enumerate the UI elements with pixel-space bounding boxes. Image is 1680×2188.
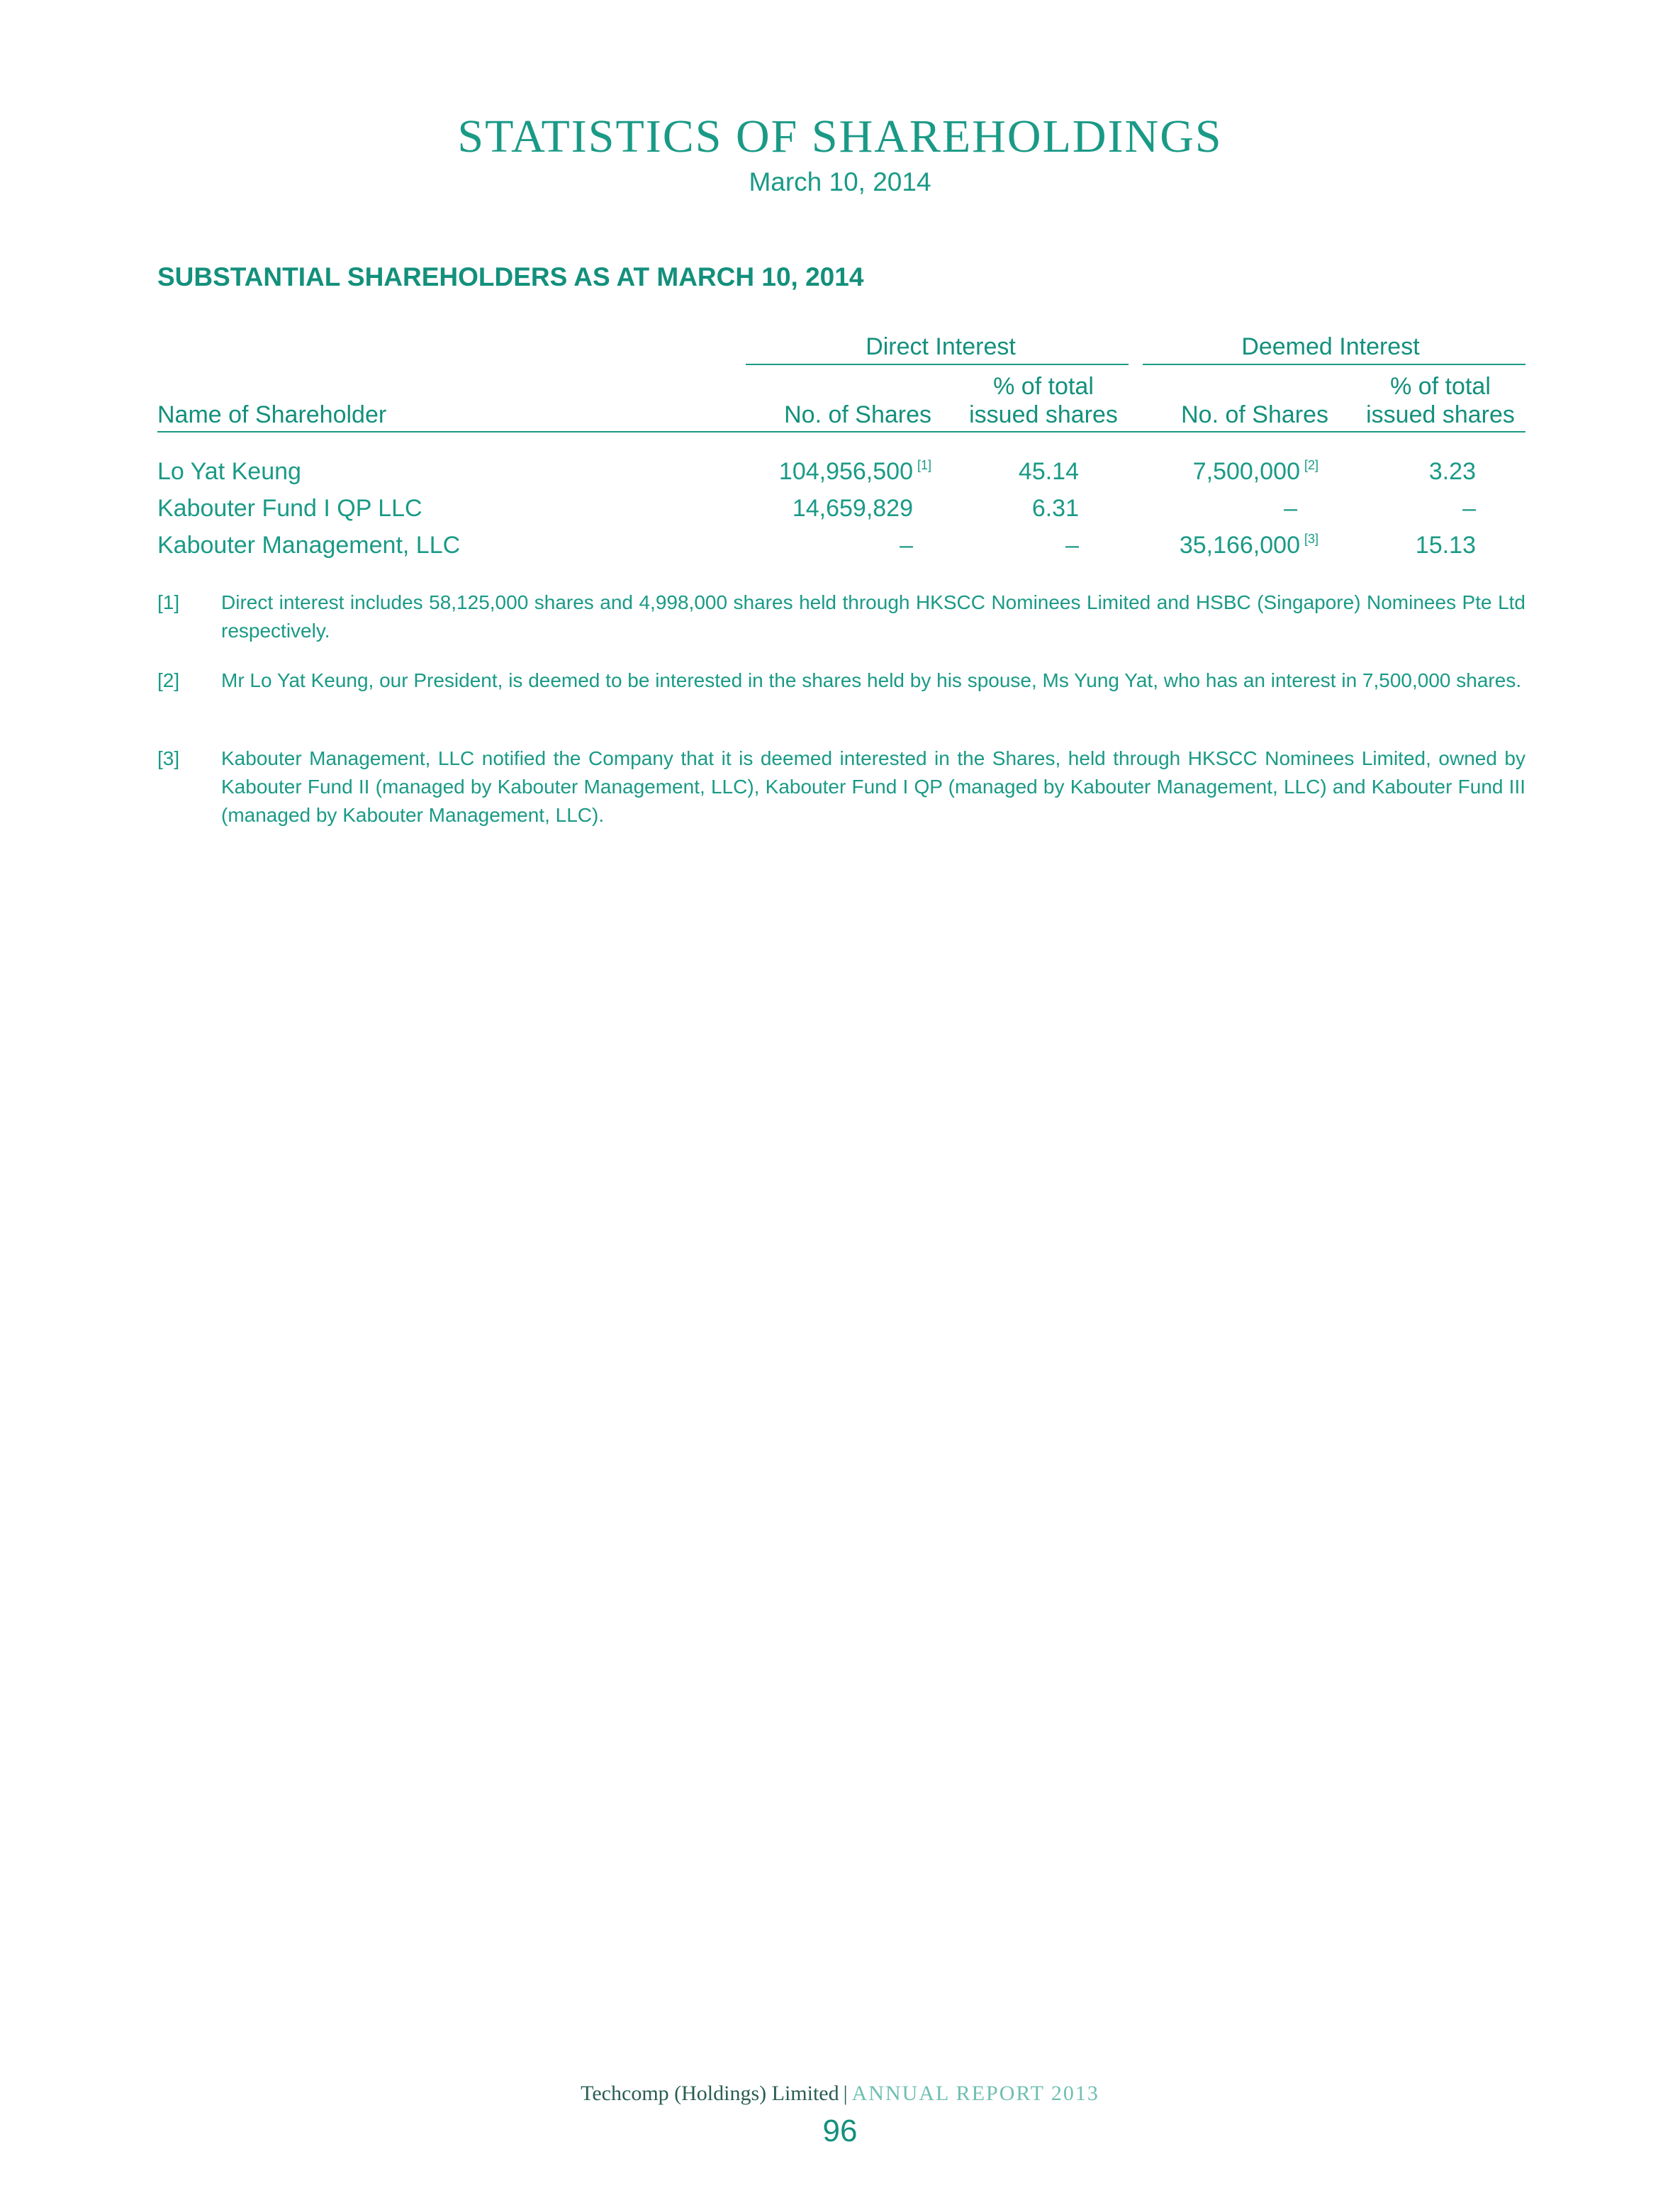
footnote-marker: [1] (157, 591, 180, 613)
cell-deemed-pct: 15.13 (1415, 532, 1476, 559)
page-title: STATISTICS OF SHAREHOLDINGS (457, 111, 1223, 162)
cell-deemed-pct: – (1462, 495, 1476, 522)
cell-direct-shares: – (900, 532, 913, 559)
cell-deemed-pct: 3.23 (1428, 458, 1476, 485)
footnote-ref: [3] (1304, 532, 1318, 546)
column-header-direct-pct-line1: % of total (993, 373, 1094, 400)
cell-shareholder-name: Lo Yat Keung (157, 458, 301, 485)
column-header-deemed-pct-line1: % of total (1390, 373, 1491, 400)
column-header-deemed-shares: No. of Shares (1181, 401, 1328, 428)
cell-deemed-shares: 35,166,000 [3] (1179, 532, 1318, 559)
group-divider-deemed (1143, 364, 1525, 365)
cell-direct-pct: – (1065, 532, 1079, 559)
column-header-name: Name of Shareholder (157, 401, 387, 428)
group-header-deemed-interest: Deemed Interest (1241, 333, 1420, 360)
column-header-direct-pct-line2: issued shares (969, 401, 1118, 428)
cell-direct-pct: 6.31 (1031, 495, 1079, 522)
footnote-text: Mr Lo Yat Keung, our President, is deemed to be interested in the shares held by his spouse, Ms Yung Yat, who has an interest in 7,500,000 shares. (221, 669, 1522, 691)
page-date: March 10, 2014 (749, 167, 931, 196)
footer-company-name: Techcomp (Holdings) Limited (581, 2082, 839, 2105)
footer-report-title: ANNUAL REPORT 2013 (851, 2082, 1099, 2105)
page-number: 96 (822, 2114, 858, 2148)
footer-separator: | (843, 2082, 848, 2105)
footnote-ref: [1] (917, 458, 931, 472)
cell-shareholder-name: Kabouter Management, LLC (157, 532, 461, 559)
footnote-3 (157, 744, 1525, 830)
cell-deemed-shares: 7,500,000 [2] (1192, 458, 1318, 485)
footnote-marker: [3] (157, 747, 180, 769)
section-heading: SUBSTANTIAL SHAREHOLDERS AS AT MARCH 10, 2014 (157, 262, 864, 291)
column-header-deemed-pct-line2: issued shares (1366, 401, 1515, 428)
footnote-1 (157, 588, 1525, 645)
group-header-direct-interest: Direct Interest (866, 333, 1016, 360)
footnote-text: Direct interest includes 58,125,000 shares and 4,998,000 shares held through HKSCC Nominees Limited and HSBC (Singapore) Nominees Pte Ltd respectively. (221, 591, 1525, 642)
cell-shareholder-name: Kabouter Fund I QP LLC (157, 495, 422, 522)
footnote-marker: [2] (157, 669, 180, 691)
page-footer (0, 2083, 1680, 2104)
cell-direct-pct: 45.14 (1018, 458, 1079, 485)
footnote-2 (157, 666, 1525, 723)
footnote-text: Kabouter Management, LLC notified the Company that it is deemed interested in the Shares, held through HKSCC Nominees Limited, owned by Kabouter Fund II (managed by Kabouter Management, LLC), Kabouter Fund I QP (managed by Kabouter Management, LLC) and Kabouter Fund III (managed by Kabouter Management, LLC). (221, 747, 1525, 826)
header-divider (157, 431, 1525, 432)
cell-direct-shares: 14,659,829 (792, 495, 913, 522)
cell-direct-shares: 104,956,500 [1] (778, 458, 931, 485)
group-divider-direct (746, 364, 1129, 365)
cell-deemed-shares: – (1284, 495, 1297, 522)
column-header-direct-shares: No. of Shares (784, 401, 931, 428)
footnote-ref: [2] (1304, 458, 1318, 472)
